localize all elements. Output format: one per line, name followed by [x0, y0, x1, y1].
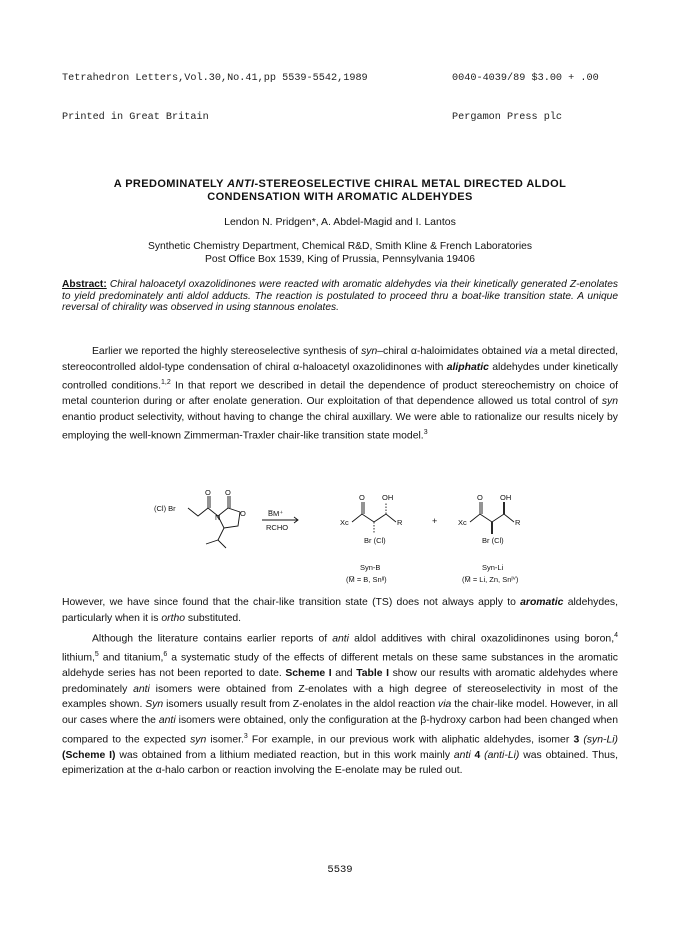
syn-b-label: Syn-B [360, 563, 381, 572]
reagent-aldehyde: RCHO [266, 523, 289, 532]
svg-text:O: O [359, 493, 365, 502]
reagent-metal: B̅M⁺ [268, 509, 284, 518]
journal-code [452, 46, 599, 137]
svg-text:N: N [215, 513, 221, 522]
paragraph-1: Earlier we reported the highly stereoselective synthesis of syn–chiral α-haloimidates obtained via a metal directed, stereocontrolled aldol-type condensation of chiral α-haloacetyl oxazolidinones with aliphatic aldehydes under kinetically controlled conditions.$^{1,2}$ In that report we described in detail the dependence of product stereochemistry on choice of metal counterion during or after enolate generation. Our exploitation of that dependence allowed us total control of syn enantio product selectivity, without having to change the chiral auxillary. We were able to rationalize our results nicely by employing the well-known Zimmerman-Traxler chair-like transition state model.$^3$ [62, 346, 618, 442]
svg-text:O: O [205, 488, 211, 497]
svg-text:R: R [397, 518, 403, 527]
article-title [40, 178, 640, 204]
svg-text:Xc: Xc [458, 518, 467, 527]
syn-li-label: Syn-Li [482, 563, 504, 572]
svg-text:O: O [225, 488, 231, 497]
svg-text:OH: OH [500, 493, 512, 502]
syn-b-metals: (M̅ = B, Snᴵᴵ) [346, 575, 387, 584]
title-line-2: CONDENSATION WITH AROMATIC ALDEHYDES [207, 191, 473, 203]
abstract-text: Chiral haloacetyl oxazolidinones were reacted with aromatic aldehydes via their kinetically generated Z-enolates to yield predominately anti aldol adducts. The reaction is postulated to proceed thru a boat-like transition state. A unique reversal of chirality was observed in using stannous enolates. [62, 279, 618, 314]
affiliation-line-1: Synthetic Chemistry Department, Chemical R&D, Smith Kline & French Laboratories [148, 241, 532, 252]
affiliation-line-2: Post Office Box 1539, King of Prussia, Pennsylvania 19406 [205, 254, 475, 265]
title-italic: ANTI [227, 178, 255, 190]
reactant-chain [188, 508, 218, 516]
isopropyl-bond [218, 528, 224, 540]
abstract [62, 279, 618, 314]
isopropyl [206, 540, 226, 548]
reaction-scheme [140, 486, 560, 596]
svg-text:+: + [432, 516, 438, 526]
journal-line-2: Printed in Great Britain [62, 112, 209, 123]
oxazolidinone-ring [218, 508, 240, 528]
title-part-2: -STEREOSELECTIVE CHIRAL METAL DIRECTED ALDOL [254, 178, 567, 190]
journal-line-1: Tetrahedron Letters,Vol.30,No.41,pp 5539-5542,1989 [62, 73, 368, 84]
product-syn-b [352, 514, 396, 522]
abstract-label: Abstract: [62, 279, 107, 290]
code-line-2: Pergamon Press plc [452, 112, 563, 123]
page-number: 5539 [327, 864, 353, 876]
svg-text:OH: OH [382, 493, 394, 502]
svg-text:Br (Cl): Br (Cl) [364, 536, 386, 545]
syn-li-metals: (M̅ = Li, Zn, Snᴵⱽ) [462, 575, 519, 584]
journal-citation [62, 46, 368, 137]
title-part-1: A PREDOMINATELY [113, 178, 228, 190]
paragraph-3: Although the literature contains earlier reports of anti aldol additives with chiral oxazolidinones using boron,$^4$ lithium,$^5$ and titanium,$^6$ a systematic study of the effects of different metals on these same substances in the aromatic aldehyde series has not been reported to date. Scheme I and Table I show our results with aromatic aldehydes where predominately anti isomers were obtained from Z-enolates with a high degree of stereoselectivity in most of the examples shown. Syn isomers usually result from Z-enolates in the aldol reaction via the chair-like model. However, in all our cases where the anti isomers were obtained, only the configuration at the β-hydroxy carbon had been changed when compared to the expected syn isomer.$^3$ For example, in our previous work with aliphatic aldehydes, isomer 3 (syn-Li) (Scheme I) was obtained from a lithium mediated reaction, but in this work mainly anti 4 (anti-Li) was obtained. Thus, epimerization at the α-halo carbon or reaction involving the E-enolate may be ruled out. [62, 632, 619, 777]
code-line-1: 0040-4039/89 $3.00 + .00 [452, 73, 599, 84]
paragraph-2: However, we have since found that the chair-like transition state (TS) does not always apply to aromatic aldehydes, particularly when it is ortho substituted. [62, 597, 618, 624]
svg-text:Br (Cl): Br (Cl) [482, 536, 504, 545]
svg-text:Xc: Xc [340, 518, 349, 527]
product-syn-li [470, 514, 514, 522]
svg-text:O: O [477, 493, 483, 502]
svg-text:O: O [240, 509, 246, 518]
reactant-label: (Cl) Br [154, 504, 176, 513]
author-list: Lendon N. Pridgen*, A. Abdel-Magid and I. Lantos [224, 216, 456, 228]
svg-text:R: R [515, 518, 521, 527]
affiliation [40, 240, 640, 266]
